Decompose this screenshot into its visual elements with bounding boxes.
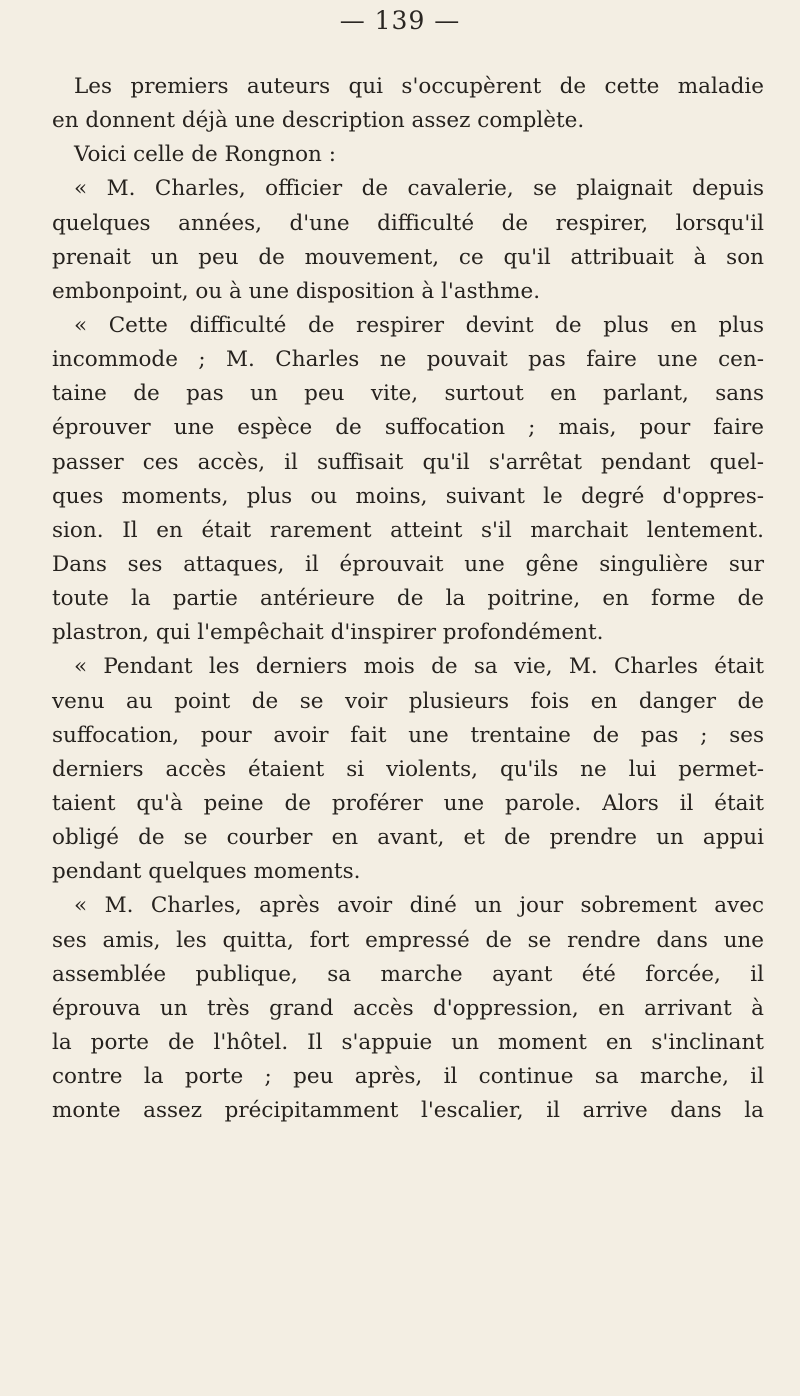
text-line: toute la partie antérieure de la poitrine, en forme de (52, 586, 764, 612)
text-line: prenait un peu de mouvement, ce qu'il attribuait à son (52, 244, 764, 270)
text-line: « M. Charles, officier de cavalerie, se plaignait depuis (74, 176, 764, 202)
text-line: éprouva un très grand accès d'oppression, en arrivant à (52, 995, 764, 1021)
text-line: venu au point de se voir plusieurs fois en danger de (52, 688, 764, 714)
text-line: « Cette difficulté de respirer devint de plus en plus (74, 312, 764, 338)
text-line: incommode ; M. Charles ne pouvait pas faire une cen- (52, 347, 764, 373)
text-line: « M. Charles, après avoir diné un jour sobrement avec (74, 893, 764, 919)
text-line: suffocation, pour avoir fait une trentaine de pas ; ses (52, 722, 764, 748)
text-line: ses amis, les quitta, fort empressé de se rendre dans une (52, 927, 764, 953)
text-line: taient qu'à peine de proférer une parole. Alors il était (52, 790, 764, 816)
text-line: « Pendant les derniers mois de sa vie, M. Charles était (74, 654, 764, 680)
text-line: monte assez précipitamment l'escalier, il arrive dans la (52, 1098, 764, 1124)
text-line: éprouver une espèce de suffocation ; mais, pour faire (52, 415, 764, 441)
text-line: Les premiers auteurs qui s'occupèrent de cette maladie (74, 74, 764, 99)
text-line: Voici celle de Rongnon : (74, 142, 336, 168)
text-line: obligé de se courber en avant, et de prendre un appui (52, 825, 764, 851)
text-line: la porte de l'hôtel. Il s'appuie un moment en s'inclinant (52, 1029, 764, 1055)
text-line: assemblée publique, sa marche ayant été forcée, il (52, 961, 764, 987)
text-line: en donnent déjà une description assez complète. (52, 108, 585, 134)
body-text (52, 70, 764, 1128)
text-line: pendant quelques moments. (52, 859, 361, 885)
text-line: Dans ses attaques, il éprouvait une gêne singulière sur (52, 551, 764, 577)
text-line: contre la porte ; peu après, il continue sa marche, il (52, 1064, 764, 1090)
page-number: — 139 — (339, 6, 461, 35)
text-line: embonpoint, ou à une disposition à l'asthme. (52, 278, 541, 304)
text-line: sion. Il en était rarement atteint s'il marchait lentement. (52, 517, 764, 543)
text-line: ques moments, plus ou moins, suivant le degré d'oppres- (52, 483, 764, 509)
text-line: derniers accès étaient si violents, qu'ils ne lui permet- (52, 756, 764, 782)
text-line: passer ces accès, il suffisait qu'il s'arrêtat pendant quel- (52, 449, 764, 475)
text-line: plastron, qui l'empêchait d'inspirer profondément. (52, 620, 604, 646)
text-line: quelques années, d'une difficulté de respirer, lorsqu'il (52, 210, 764, 236)
text-line: taine de pas un peu vite, surtout en parlant, sans (52, 381, 764, 407)
